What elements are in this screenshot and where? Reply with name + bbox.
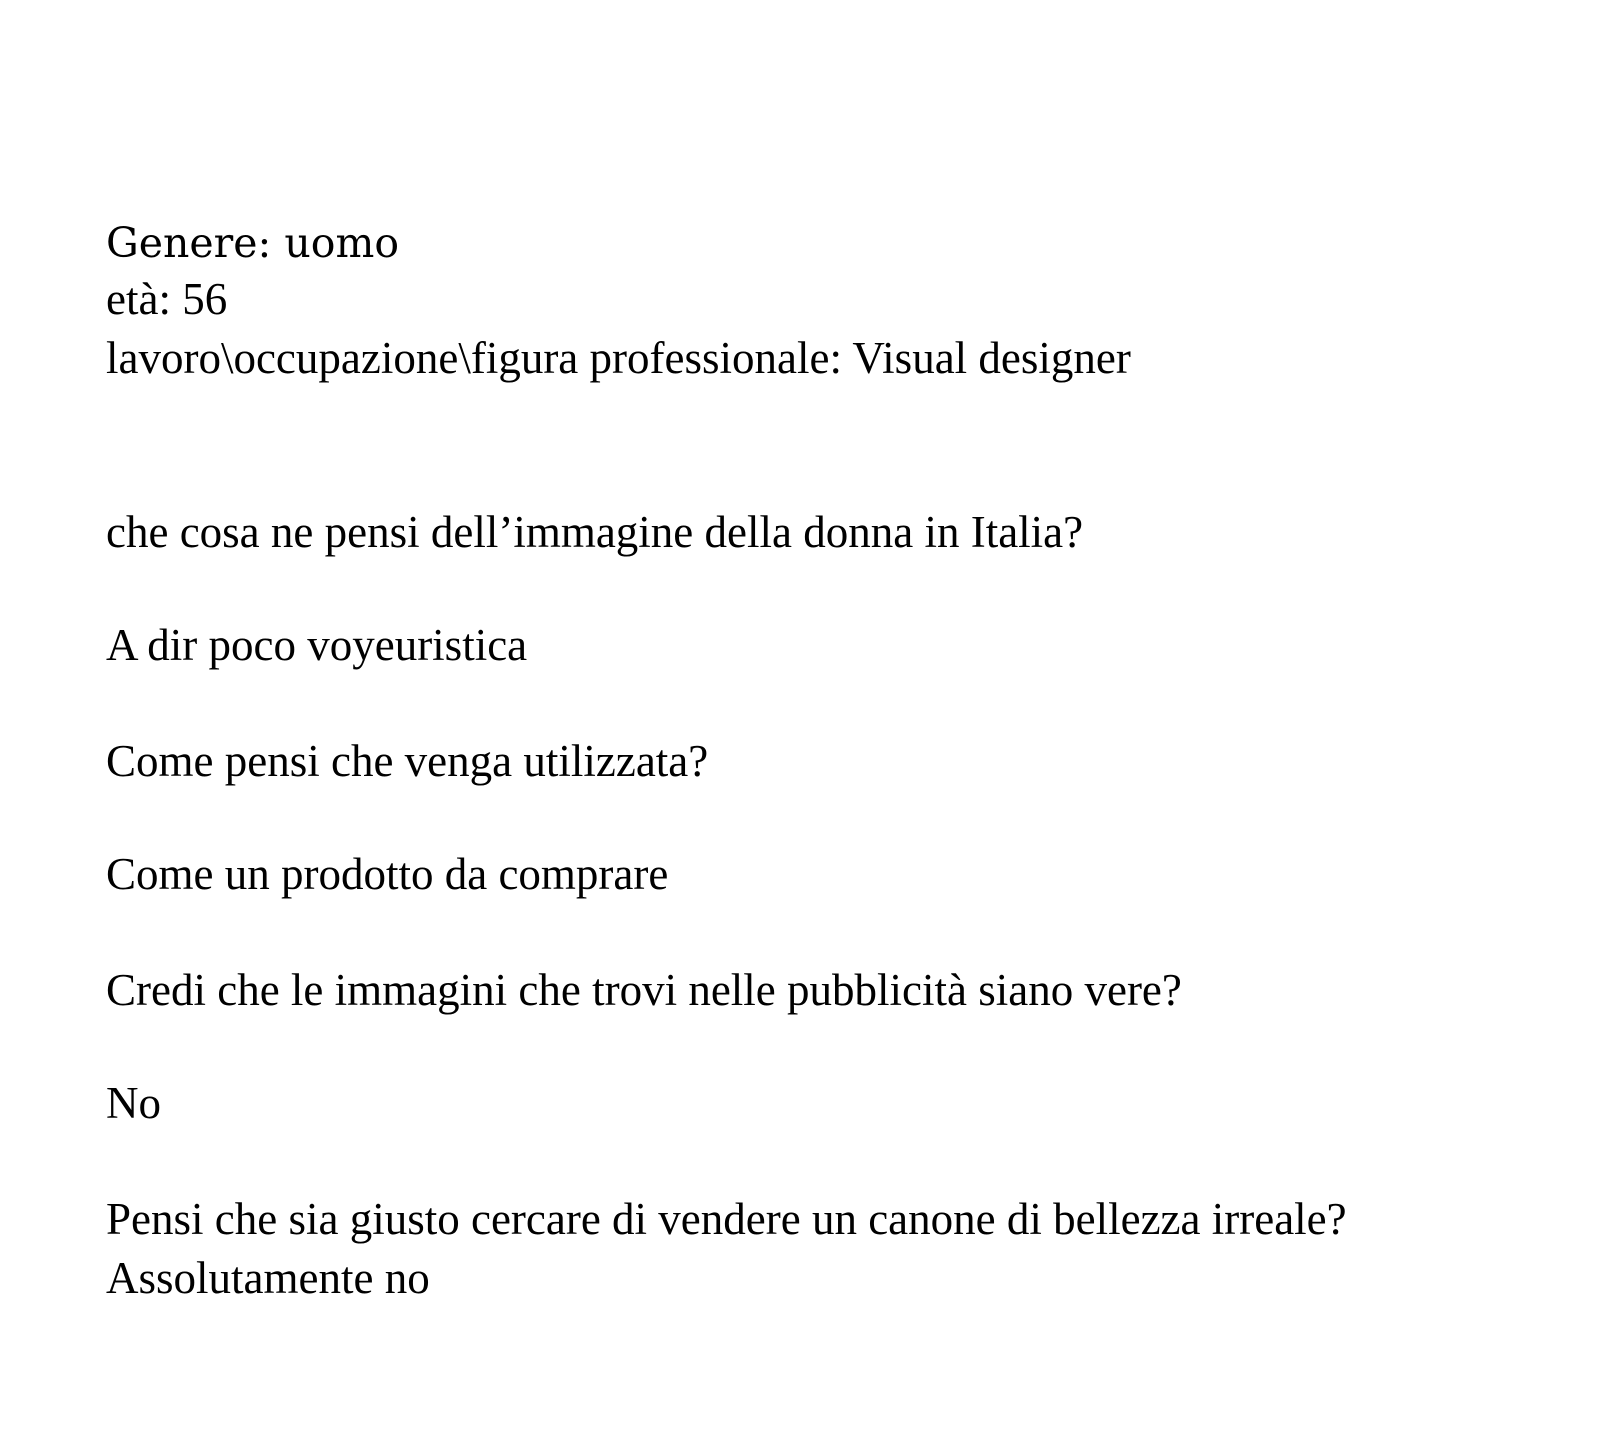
question-2: Come pensi che venga utilizzata? xyxy=(106,736,709,786)
answer-4: Assolutamente no xyxy=(106,1253,430,1303)
question-3: Credi che le immagini che trovi nelle pubblicità siano vere? xyxy=(106,965,1182,1015)
question-1: che cosa ne pensi dell’immagine della donna in Italia? xyxy=(106,507,1084,557)
answer-1: A dir poco voyeuristica xyxy=(106,620,528,670)
profile-gender: Genere: uomo xyxy=(106,219,400,267)
answer-3: No xyxy=(106,1078,161,1128)
profile-job: lavoro\occupazione\figura professionale: Visual designer xyxy=(106,333,1131,383)
profile-age: età: 56 xyxy=(106,274,228,324)
question-4: Pensi che sia giusto cercare di vendere un canone di bellezza irreale? xyxy=(106,1194,1347,1244)
answer-2: Come un prodotto da comprare xyxy=(106,849,669,899)
